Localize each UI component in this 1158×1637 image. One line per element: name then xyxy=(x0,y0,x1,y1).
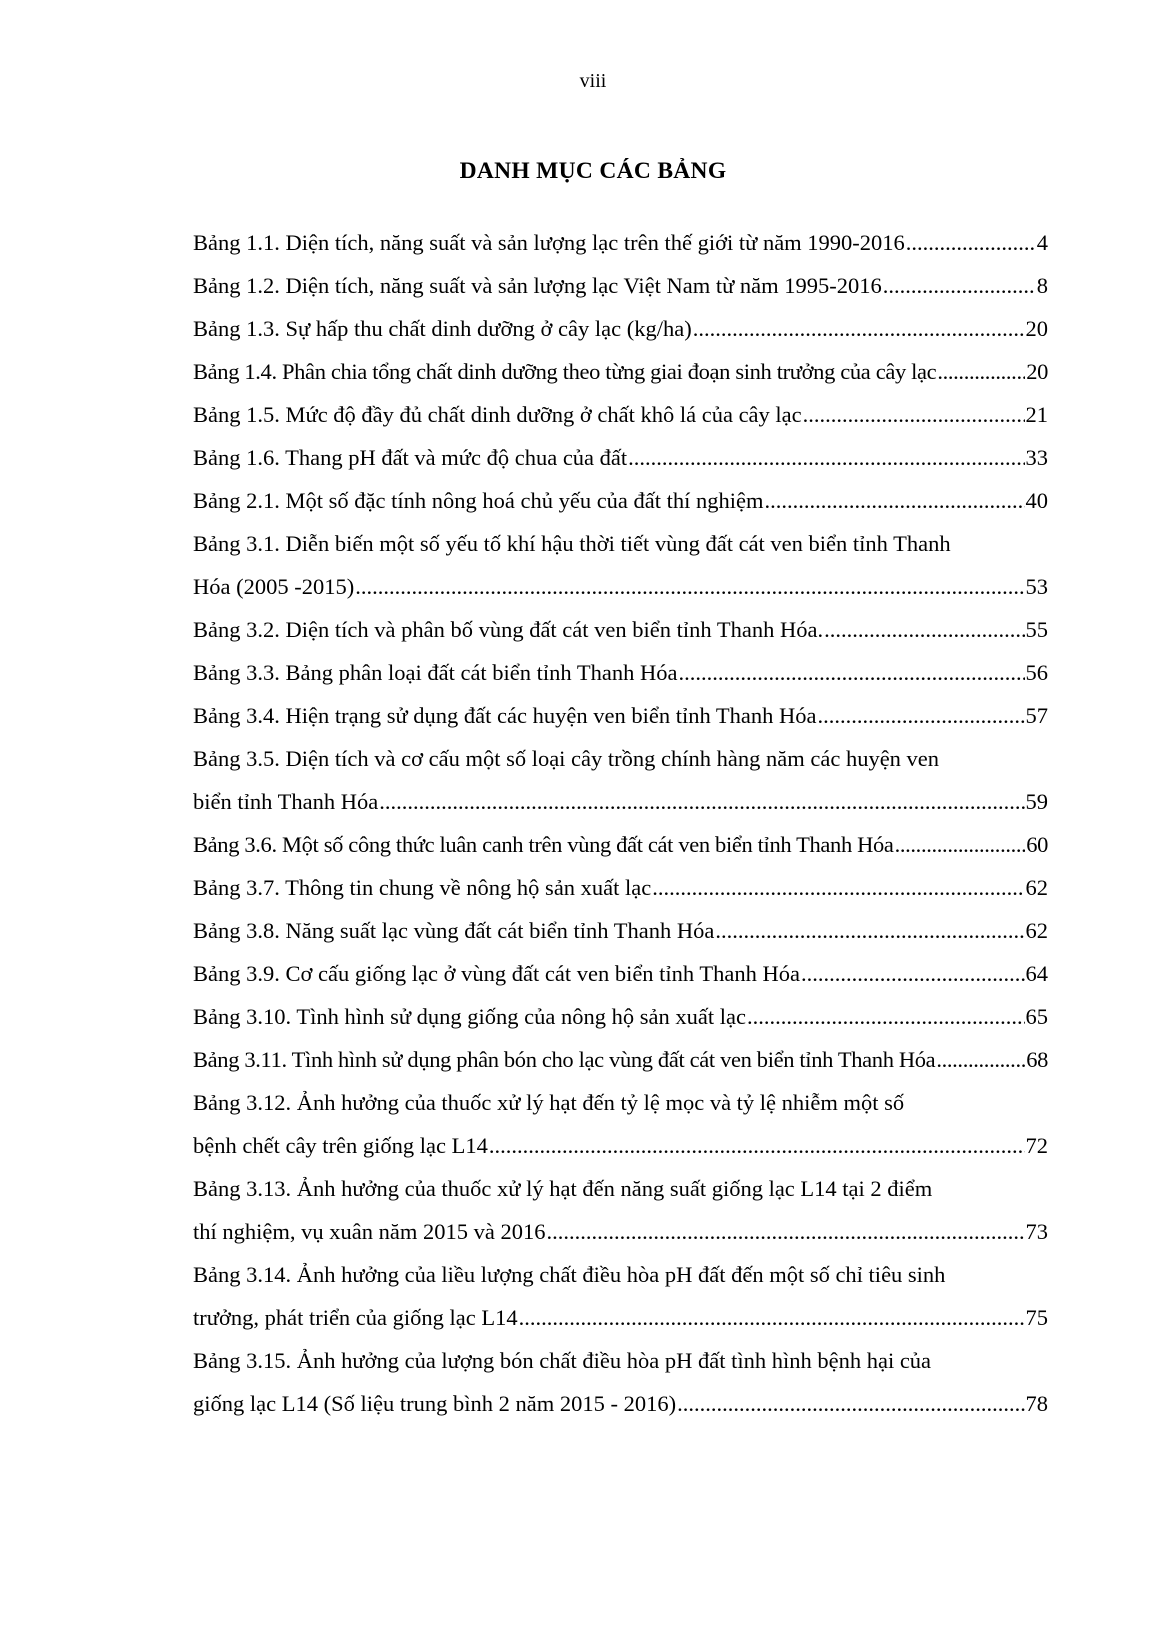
toc-entry[interactable] xyxy=(193,307,1048,350)
dot-leader xyxy=(937,350,1025,393)
toc-entry-text: biển tỉnh Thanh Hóa xyxy=(193,789,379,814)
toc-entry[interactable] xyxy=(193,823,1048,866)
toc-entry-text: bệnh chết cây trên giống lạc L14 xyxy=(193,1133,488,1158)
dot-leader xyxy=(546,1210,1024,1253)
toc-entry-text: Bảng 3.13. Ảnh hưởng của thuốc xử lý hạt đến năng suất giống lạc L14 tại 2 điểm xyxy=(193,1176,933,1201)
toc-page-number: 4 xyxy=(1036,230,1048,255)
toc-page-number: 68 xyxy=(1026,1047,1048,1072)
toc-page-number: 55 xyxy=(1025,617,1048,642)
toc-entry-text: Bảng 1.2. Diện tích, năng suất và sản lượng lạc Việt Nam từ năm 1995-2016 xyxy=(193,273,882,298)
toc-entry[interactable] xyxy=(193,608,1048,651)
toc-entry[interactable] xyxy=(193,651,1048,694)
toc-page-number: 33 xyxy=(1025,445,1048,470)
toc-entry[interactable] xyxy=(193,866,1048,909)
toc-entry[interactable] xyxy=(193,264,1048,307)
dot-leader xyxy=(765,479,1025,522)
toc-page-number: 20 xyxy=(1025,316,1048,341)
toc-page-number: 20 xyxy=(1026,359,1048,384)
toc-entry-text: Bảng 3.9. Cơ cấu giống lạc ở vùng đất cát ven biển tỉnh Thanh Hóa xyxy=(193,961,800,986)
toc-entry-text: thí nghiệm, vụ xuân năm 2015 và 2016 xyxy=(193,1219,546,1244)
toc-page-number: 40 xyxy=(1025,488,1048,513)
toc-page-number: 57 xyxy=(1025,703,1048,728)
dot-leader xyxy=(801,952,1025,995)
toc-page-number: 53 xyxy=(1025,574,1048,599)
toc-page-number: 73 xyxy=(1025,1219,1048,1244)
toc-page-number: 64 xyxy=(1025,961,1048,986)
toc-entry[interactable] xyxy=(193,995,1048,1038)
dot-leader xyxy=(489,1124,1025,1167)
dot-leader xyxy=(628,436,1024,479)
toc-entry-text: Bảng 3.3. Bảng phân loại đất cát biển tỉnh Thanh Hóa xyxy=(193,660,678,685)
toc-page-number: 62 xyxy=(1025,875,1048,900)
toc-entry[interactable] xyxy=(193,909,1048,952)
toc-page-number: 59 xyxy=(1025,789,1048,814)
dot-leader xyxy=(803,393,1025,436)
toc-entry[interactable] xyxy=(193,737,1048,823)
dot-leader xyxy=(379,780,1024,823)
toc-entry[interactable] xyxy=(193,1081,1048,1167)
toc-page-number: 21 xyxy=(1025,402,1048,427)
table-of-tables xyxy=(193,221,1048,1425)
dot-leader xyxy=(936,1038,1025,1081)
toc-entry-text: Bảng 3.10. Tình hình sử dụng giống của nông hộ sản xuất lạc xyxy=(193,1004,746,1029)
toc-entry-text: Bảng 3.11. Tình hình sử dụng phân bón cho lạc vùng đất cát ven biển tỉnh Thanh Hóa xyxy=(193,1047,936,1072)
toc-entry-text: Bảng 3.6. Một số công thức luân canh trên vùng đất cát ven biển tỉnh Thanh Hóa xyxy=(193,832,894,857)
toc-entry-text: Bảng 2.1. Một số đặc tính nông hoá chủ yếu của đất thí nghiệm xyxy=(193,488,764,513)
toc-page-number: 56 xyxy=(1025,660,1048,685)
dot-leader xyxy=(883,264,1036,307)
toc-entry-text: Bảng 3.4. Hiện trạng sử dụng đất các huyện ven biển tỉnh Thanh Hóa xyxy=(193,703,817,728)
toc-page-number: 62 xyxy=(1025,918,1048,943)
toc-page-number: 60 xyxy=(1026,832,1048,857)
dot-leader xyxy=(355,565,1024,608)
toc-entry[interactable] xyxy=(193,221,1048,264)
toc-page-number: 78 xyxy=(1025,1391,1048,1416)
toc-entry-text: Bảng 3.7. Thông tin chung về nông hộ sản xuất lạc xyxy=(193,875,652,900)
dot-leader xyxy=(747,995,1025,1038)
toc-entry-text: Bảng 1.5. Mức độ đầy đủ chất dinh dưỡng ở chất khô lá của cây lạc xyxy=(193,402,802,427)
toc-entry-text: Bảng 1.4. Phân chia tổng chất dinh dưỡng theo từng giai đoạn sinh trưởng của cây lạc xyxy=(193,359,937,384)
toc-entry-text: Bảng 3.8. Năng suất lạc vùng đất cát biển tỉnh Thanh Hóa xyxy=(193,918,715,943)
toc-entry-text: giống lạc L14 (Số liệu trung bình 2 năm 2015 - 2016) xyxy=(193,1391,677,1416)
dot-leader xyxy=(895,823,1026,866)
dot-leader xyxy=(678,651,1024,694)
toc-entry-text: trưởng, phát triển của giống lạc L14 xyxy=(193,1305,518,1330)
toc-page-number: 65 xyxy=(1025,1004,1048,1029)
dot-leader xyxy=(652,866,1024,909)
toc-entry[interactable] xyxy=(193,694,1048,737)
toc-entry[interactable] xyxy=(193,1339,1048,1425)
toc-page-number: 72 xyxy=(1025,1133,1048,1158)
page-title: DANH MỤC CÁC BẢNG xyxy=(459,158,727,184)
toc-entry[interactable] xyxy=(193,1167,1048,1253)
toc-entry[interactable] xyxy=(193,522,1048,608)
toc-entry-text: Bảng 1.1. Diện tích, năng suất và sản lượng lạc trên thế giới từ năm 1990-2016 xyxy=(193,230,905,255)
toc-entry[interactable] xyxy=(193,393,1048,436)
toc-entry[interactable] xyxy=(193,436,1048,479)
toc-page-number: 75 xyxy=(1025,1305,1048,1330)
toc-entry-text: Bảng 3.14. Ảnh hưởng của liều lượng chất điều hòa pH đất đến một số chỉ tiêu sinh xyxy=(193,1262,946,1287)
toc-entry-text: Bảng 3.15. Ảnh hưởng của lượng bón chất điều hòa pH đất tình hình bệnh hại của xyxy=(193,1348,932,1373)
toc-entry[interactable] xyxy=(193,1253,1048,1339)
toc-entry-text: Bảng 1.3. Sự hấp thu chất dinh dưỡng ở cây lạc (kg/ha) xyxy=(193,316,692,341)
toc-entry-text: Bảng 3.1. Diễn biến một số yếu tố khí hậu thời tiết vùng đất cát ven biển tỉnh Thanh xyxy=(193,531,951,556)
dot-leader xyxy=(824,608,1024,651)
toc-entry[interactable] xyxy=(193,479,1048,522)
toc-entry-text: Bảng 3.12. Ảnh hưởng của thuốc xử lý hạt đến tỷ lệ mọc và tỷ lệ nhiễm một số xyxy=(193,1090,905,1115)
dot-leader xyxy=(693,307,1025,350)
toc-entry-text: Hóa (2005 -2015) xyxy=(193,574,355,599)
dot-leader xyxy=(818,694,1025,737)
toc-entry-text: Bảng 1.6. Thang pH đất và mức độ chua của đất xyxy=(193,445,628,470)
dot-leader xyxy=(906,221,1036,264)
page-number: viii xyxy=(579,70,607,92)
toc-page-number: 8 xyxy=(1036,273,1048,298)
toc-entry[interactable] xyxy=(193,1038,1048,1081)
dot-leader xyxy=(677,1382,1024,1425)
dot-leader xyxy=(519,1296,1025,1339)
dot-leader xyxy=(715,909,1024,952)
toc-entry-text: Bảng 3.2. Diện tích và phân bố vùng đất cát ven biển tỉnh Thanh Hóa. xyxy=(193,617,824,642)
toc-entry-text: Bảng 3.5. Diện tích và cơ cấu một số loại cây trồng chính hàng năm các huyện ven xyxy=(193,746,940,771)
toc-entry[interactable] xyxy=(193,350,1048,393)
toc-entry[interactable] xyxy=(193,952,1048,995)
